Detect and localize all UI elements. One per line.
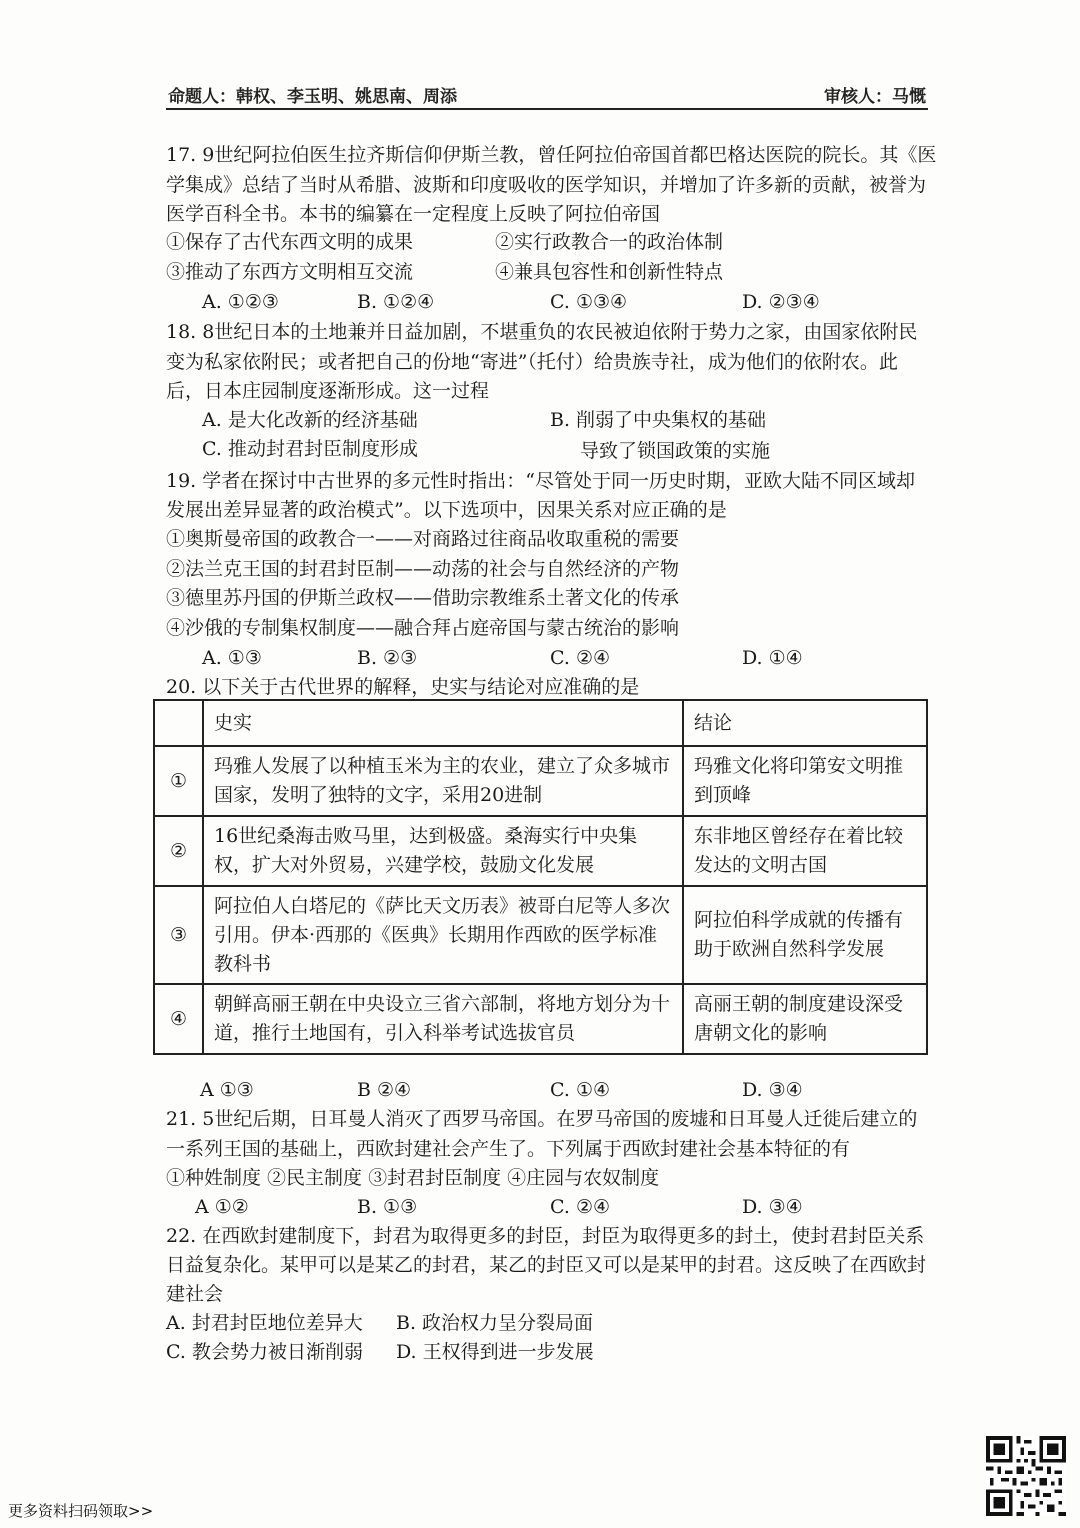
q17-stem-line: 医学百科全书。本书的编纂在一定程度上反映了阿拉伯帝国 (166, 203, 661, 225)
q18-stem-line: 后，日本庄园制度逐渐形成。这一过程 (166, 380, 490, 402)
row-number: ④ (154, 984, 203, 1054)
q22-option-b: B. 政治权力呈分裂局面 (396, 1312, 594, 1334)
q20-option-a: A ①③ (200, 1079, 254, 1101)
reviewer-label: 审核人：马慨 (824, 87, 926, 107)
q17-item: ②实行政教合一的政治体制 (495, 231, 724, 253)
q17-item: ④兼具包容性和创新性特点 (495, 261, 724, 283)
q17-option-b: B. ①②④ (357, 291, 435, 313)
q17-option-a: A. ①②③ (202, 291, 279, 313)
q18-stem-line: 变为私家依附民；或者把自己的份地“寄进”（托付）给贵族寺社，成为他们的依附农。此 (166, 351, 898, 373)
q19-option-a: A. ①③ (202, 647, 262, 669)
table-row (154, 816, 927, 886)
table-header-row (154, 700, 927, 746)
q17-stem-line: 17. 9世纪阿拉伯医生拉齐斯信仰伊斯兰教，曾任阿拉伯帝国首都巴格达医院的院长。其《医 (166, 144, 937, 166)
q18-stem-line: 18. 8世纪日本的土地兼并日益加剧，不堪重负的农民被迫依附于势力之家，由国家依附民 (166, 321, 918, 343)
table-header-num (154, 700, 203, 746)
q17-item: ③推动了东西方文明相互交流 (166, 261, 414, 283)
table-row (154, 984, 927, 1054)
q20-option-b: B ②④ (357, 1079, 412, 1101)
row-conclusion: 玛雅文化将印第安文明推到顶峰 (683, 746, 927, 816)
q21-stem-line: 21. 5世纪后期，日耳曼人消灭了西罗马帝国。在罗马帝国的废墟和日耳曼人迁徙后建立的 (166, 1108, 918, 1130)
q22-option-c: C. 教会势力被日渐削弱 (166, 1341, 363, 1363)
q18-option-d: 导致了锁国政策的实施 (580, 440, 771, 462)
q21-option-d: D. ③④ (742, 1196, 803, 1218)
row-conclusion: 阿拉伯科学成就的传播有助于欧洲自然科学发展 (683, 886, 927, 984)
page-header (166, 80, 928, 110)
q21-option-a: A ①② (195, 1196, 249, 1218)
q19-option-c: C. ②④ (550, 647, 611, 669)
row-fact: 阿拉伯人白塔尼的《萨比天文历表》被哥白尼等人多次引用。伊本·西那的《医典》长期用作西欧的医学标准教科书 (203, 886, 683, 984)
row-conclusion: 高丽王朝的制度建设深受唐朝文化的影响 (683, 984, 927, 1054)
q20-option-d: D. ③④ (742, 1079, 803, 1101)
q22-stem-line: 日益复杂化。某甲可以是某乙的封君，某乙的封臣又可以是某甲的封君。这反映了在西欧封 (166, 1254, 927, 1276)
row-fact: 玛雅人发展了以种植玉米为主的农业，建立了众多城市国家，发明了独特的文字，采用20进制 (203, 746, 683, 816)
row-fact: 16世纪桑海击败马里，达到极盛。桑海实行中央集权，扩大对外贸易，兴建学校，鼓励文化发展 (203, 816, 683, 886)
q18-option-c: C. 推动封君封臣制度形成 (202, 438, 418, 460)
q21-items: ①种姓制度 ②民主制度 ③封君封臣制度 ④庄园与农奴制度 (166, 1167, 660, 1189)
q22-option-d: D. 王权得到进一步发展 (396, 1341, 594, 1363)
q21-option-c: C. ②④ (550, 1196, 611, 1218)
table-header-conclusion: 结论 (683, 700, 927, 746)
row-fact: 朝鲜高丽王朝在中央设立三省六部制，将地方划分为十道，推行土地国有，引入科举考试选拔官员 (203, 984, 683, 1054)
q19-item: ④沙俄的专制集权制度——融合拜占庭帝国与蒙古统治的影响 (166, 617, 680, 639)
q19-option-d: D. ①④ (742, 647, 803, 669)
q20-table (153, 699, 928, 1055)
row-number: ③ (154, 886, 203, 984)
authors-label: 命题人：韩权、李玉明、姚思南、周添 (168, 87, 457, 107)
q17-option-c: C. ①③④ (550, 291, 628, 313)
q21-option-b: B. ①③ (357, 1196, 418, 1218)
row-number: ② (154, 816, 203, 886)
q19-stem-line: 19. 学者在探讨中古世界的多元性时指出：“尽管处于同一历史时期，亚欧大陆不同区域却 (166, 470, 915, 492)
q22-stem-line: 22. 在西欧封建制度下，封君为取得更多的封臣，封臣为取得更多的封土，使封君封臣关系 (166, 1225, 925, 1247)
q19-item: ①奥斯曼帝国的政教合一——对商路过往商品收取重税的需要 (166, 528, 680, 550)
row-number: ① (154, 746, 203, 816)
q19-item: ②法兰克王国的封君封臣制——动荡的社会与自然经济的产物 (166, 558, 680, 580)
q18-option-a: A. 是大化改新的经济基础 (202, 409, 418, 431)
row-conclusion: 东非地区曾经存在着比较发达的文明古国 (683, 816, 927, 886)
q22-stem-line: 建社会 (166, 1283, 224, 1305)
q17-option-d: D. ②③④ (742, 291, 820, 313)
table-row (154, 886, 927, 984)
q22-option-a: A. 封君封臣地位差异大 (166, 1312, 363, 1334)
table-header-fact: 史实 (203, 700, 683, 746)
q19-option-b: B. ②③ (357, 647, 418, 669)
q17-item: ①保存了古代东西文明的成果 (166, 231, 414, 253)
q21-stem-line: 一系列王国的基础上，西欧封建社会产生了。下列属于西欧封建社会基本特征的有 (166, 1138, 851, 1160)
q20-option-c: C. ①④ (550, 1079, 611, 1101)
table-row (154, 746, 927, 816)
q18-option-b: B. 削弱了中央集权的基础 (550, 409, 767, 431)
qr-code-icon[interactable] (986, 1436, 1066, 1516)
footer-link[interactable]: 更多资料扫码领取>> (8, 1502, 154, 1520)
q19-item: ③德里苏丹国的伊斯兰政权——借助宗教维系土著文化的传承 (166, 587, 680, 609)
q20-stem: 20. 以下关于古代世界的解释，史实与结论对应准确的是 (166, 676, 640, 698)
q19-stem-line: 发展出差异显著的政治模式”。以下选项中，因果关系对应正确的是 (166, 499, 727, 521)
q17-stem-line: 学集成》总结了当时从希腊、波斯和印度吸收的医学知识，并增加了许多新的贡献，被誉为 (166, 174, 927, 196)
